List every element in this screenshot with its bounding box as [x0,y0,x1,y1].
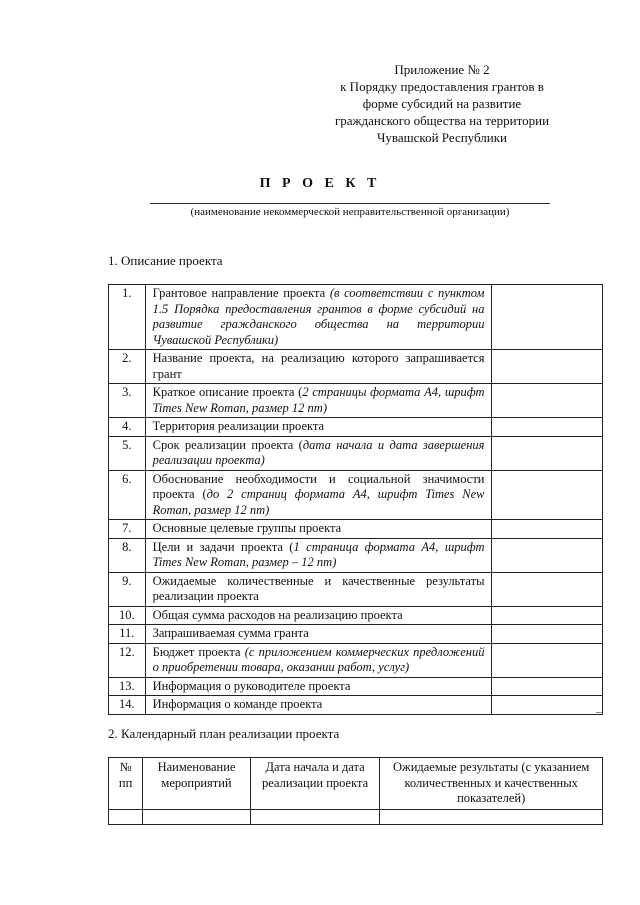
row-label-text: Грантовое направление проекта [152,286,330,300]
organization-name-line [150,203,550,204]
appendix-line: Приложение № 2 [394,62,490,77]
row-label [145,696,492,715]
row-label-text: Информация о команде проекта [152,697,323,711]
row-number: 11. [109,625,146,644]
appendix-line: к Порядку предоставления грантов в [340,79,544,94]
table-row [109,677,603,696]
row-label-note: (с приложением коммерческих предложений о приобретении товара, оказании работ, услуг) [152,644,485,674]
row-value-cell[interactable] [492,572,603,606]
row-label-text: Срок реализации проекта ( [152,437,303,452]
section-1-heading: 1. Описание проекта [108,253,223,268]
row-value-cell[interactable] [492,538,603,572]
table-row [109,696,603,715]
row-label-note: 1 страница формата А4, шрифт Times New Roman, размер – 12 пт) [152,539,485,569]
row-label [145,470,492,520]
row-label-text: Информация о руководителе проекта [152,678,351,693]
row-number: 2. [109,350,146,384]
table-row [109,384,603,418]
row-value-cell[interactable] [492,436,603,470]
row-number: 4. [109,418,146,437]
table-row [109,643,603,677]
row-value-cell[interactable] [492,470,603,520]
row-number: 8. [109,538,146,572]
table-row [109,350,603,384]
row-number: 12. [109,643,146,677]
row-number: 5. [109,436,146,470]
row-label [145,677,492,696]
table-cell[interactable] [143,809,251,824]
calendar-plan-empty-row [109,809,603,824]
row-value-cell[interactable] [492,677,603,696]
row-label [145,538,492,572]
row-label [145,350,492,384]
project-description-table [108,284,603,715]
row-label-note: до 2 страниц формата А4, шрифт Times New Roman, размер 12 пт) [152,487,485,517]
table-row [109,285,603,350]
row-label-text: Запрашиваемая сумма гранта [152,626,309,640]
row-number: 9. [109,572,146,606]
appendix-line: Чувашской Республики [376,130,508,145]
row-value-cell[interactable] [492,520,603,539]
appendix-line: гражданского общества на территории [334,113,550,128]
row-number: 6. [109,470,146,520]
row-label [145,572,492,606]
organization-caption: (наименование некоммерческой неправительственной организации) [190,206,510,218]
row-label-text: Краткое описание проекта ( [152,385,303,399]
row-label-text: Территория реализации проекта [152,419,325,433]
table-row [109,538,603,572]
row-number: 10. [109,606,146,625]
row-value-cell[interactable] [492,696,603,715]
row-number: 7. [109,520,146,539]
row-label-text: Основные целевые группы проекта [152,521,342,535]
appendix-line: форме субсидий на развитие [362,96,522,111]
row-number: 3. [109,384,146,418]
row-label-text: Обоснование необходимости и социальной значимости проекта ( [152,471,485,501]
row-label-note: (в соответствии с пунктом 1.5 Порядка предоставления грантов в форме субсидий на развитие гражданского общества на территории Чувашской Республики) [152,286,485,347]
table-cell[interactable] [380,809,603,824]
appendix-header [312,61,572,146]
table-row [109,625,603,644]
row-label [145,384,492,418]
row-number: 1. [109,285,146,350]
column-header-results: Ожидаемые результаты (с указанием количественных и качественных показателей) [380,758,603,810]
row-value-cell[interactable] [492,606,603,625]
table-row [109,436,603,470]
column-header-activities: Наименование мероприятий [143,758,251,810]
table-cell[interactable] [109,809,143,824]
row-label [145,520,492,539]
project-description-rows [109,285,603,715]
row-number: 14. [109,696,146,715]
section-2-heading: 2. Календарный план реализации проекта [108,726,340,741]
table-row [109,520,603,539]
row-value-cell[interactable] [492,285,603,350]
calendar-plan-header-row [109,758,603,810]
row-label [145,643,492,677]
row-value-cell[interactable] [492,384,603,418]
row-label [145,606,492,625]
row-value-cell[interactable] [492,418,603,437]
table-cell[interactable] [250,809,379,824]
row-label [145,625,492,644]
row-label-note: 2 страницы формата А4, шрифт Times New Roman, размер 12 пт) [152,385,485,415]
row-label-text: Бюджет проекта [152,644,245,659]
row-label-text: Ожидаемые количественные и качественные результаты реализации проекта [152,573,485,603]
row-label-text: Название проекта, на реализацию которого запрашивается грант [152,351,485,381]
table-row [109,470,603,520]
row-label [145,285,492,350]
row-label-text: Общая сумма расходов на реализацию проекта [152,607,403,622]
table-row [109,606,603,625]
column-header-number: № пп [109,758,143,810]
table-row [109,572,603,606]
row-label [145,436,492,470]
row-value-cell[interactable] [492,625,603,644]
calendar-plan-table [108,757,603,825]
margin-mark: – [596,706,602,718]
table-row [109,418,603,437]
row-label [145,418,492,437]
row-label-note: дата начала и дата завершения реализации проекта) [152,437,485,467]
column-header-dates: Дата начала и дата реализации проекта [250,758,379,810]
row-number: 13. [109,677,146,696]
row-label-text: Цели и задачи проекта ( [152,539,294,554]
row-value-cell[interactable] [492,643,603,677]
document-title: П Р О Е К Т [259,176,381,191]
row-value-cell[interactable] [492,350,603,384]
